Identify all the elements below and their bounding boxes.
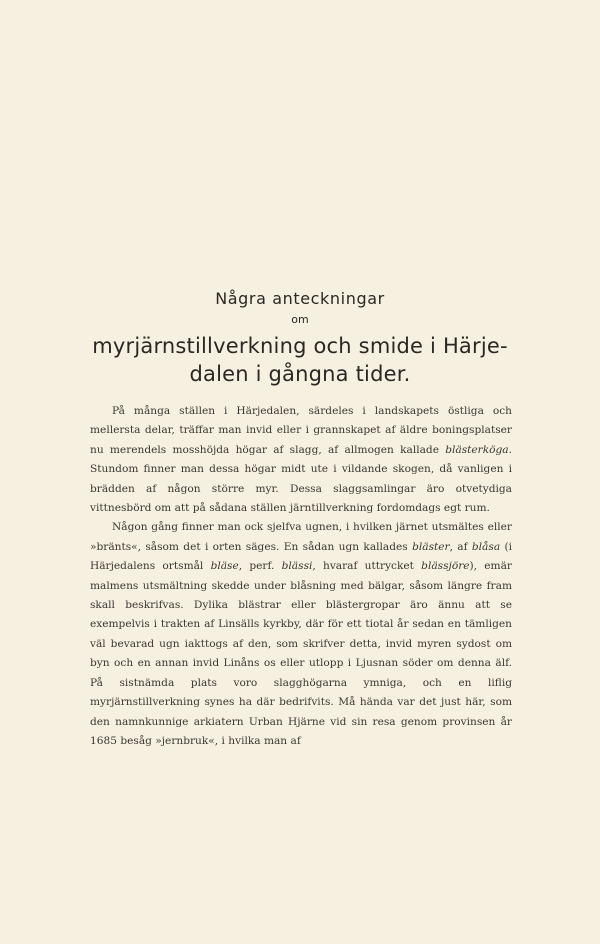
title-main-part-1: myrjärnstillverkning och smide i Härje- — [92, 334, 508, 358]
p2-text-4: , perf. — [238, 560, 282, 573]
p2-text-6: ), emär malmens utsmältning skedde under blåsning med bälgar, såsom längre fram skall beskrifvas. Dylika blästrar eller blästergropar äro ännu att se exempelvis i trakten af Linsälls kyrkby, där för ett tiotal år sedan en tämligen väl bevarad ugn iakttogs af den, som skrifver detta, invid myren sydost om byn och en annan invid Linåns os eller utlopp i Ljusnan söder om denna älf. På sistnämda plats voro slagghögarna ymniga, och en liflig myrjärnstillverkning synes ha där bedrifvits. Må hända var det just här, som den namnkunnige arkiatern Urban Hjärne vid sin resa genom provinsen år 1685 besåg »jernbruk«, i hvilka man af — [90, 560, 512, 747]
p2-text-3: (i Härjedalens ortsmål — [90, 540, 513, 573]
p2-text-1: Någon gång finner man ock sjelfva ugnen, i hvilken järnet utsmältes eller »bränts«, såsom det i orten säges. En sådan ugn kallades — [90, 521, 512, 553]
p2-italic-4: blässi — [281, 560, 313, 573]
p1-italic-term: blästerköga — [445, 443, 509, 456]
p2-text-5: , hvaraf uttrycket — [312, 560, 422, 573]
p1-text-2: . Stundom finner man dessa högar midt ute i vildande skogen, då vanligen i brädden af någon större myr. Dessa slaggsamlingar äro otvetydiga vittnesbörd om att på sådana ställen järntillverkning fordomdags egt rum. — [90, 443, 512, 515]
paragraph-1 — [90, 402, 512, 518]
paragraph-2 — [90, 518, 512, 751]
p2-italic-1: bläster — [412, 540, 450, 553]
title-line-3 — [40, 332, 560, 388]
article-body — [90, 402, 512, 751]
p1-text-1: På många ställen i Härjedalen, särdeles i landskapets östliga och mellersta delar, träffar man invid eller i grannskapet af äldre boningsplatser nu merendels mosshöjda högar af slagg, af allmogen kallade — [90, 405, 512, 456]
p2-text-2: , af — [449, 540, 472, 553]
p2-italic-3: bläse — [210, 560, 239, 573]
p2-italic-2: blåsa — [471, 540, 501, 553]
p2-italic-5: blässjöre — [421, 560, 470, 573]
article-title — [40, 288, 560, 388]
title-line-1: Några anteckningar — [215, 289, 385, 308]
title-line-2: om — [291, 313, 309, 326]
title-main-part-2: dalen i gångna tider. — [189, 362, 411, 386]
